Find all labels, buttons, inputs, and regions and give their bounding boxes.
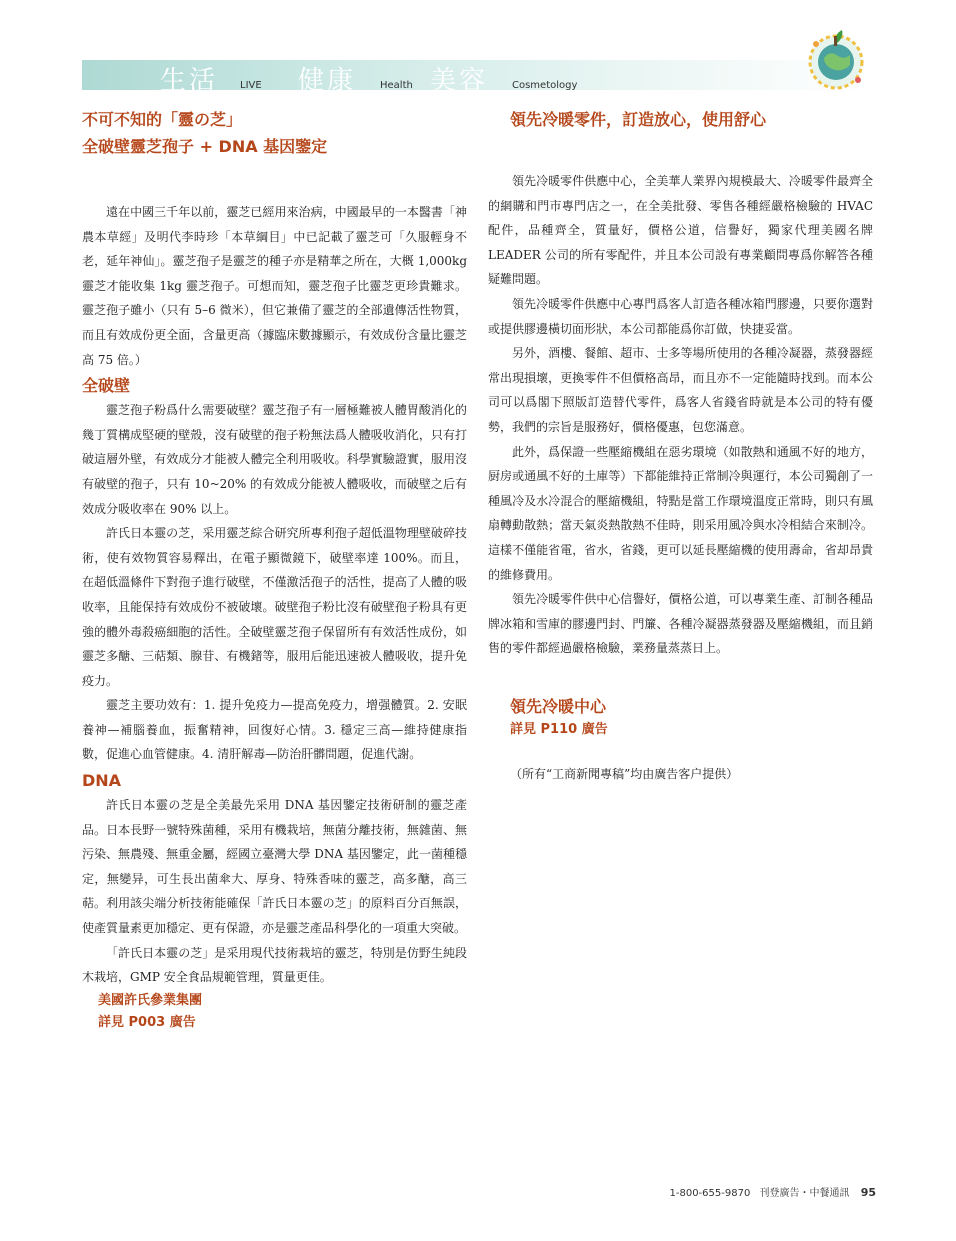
- section-title-dna: DNA: [82, 771, 122, 791]
- left-intro-paragraph: 遠在中國三千年以前，靈芝已經用來治病，中國最早的一本醫書「神農本草經」及明代李時珍「本草綱目」中已記載了靈芝可「久服輕身不老，延年神仙」。靈芝孢子是靈芝的種子亦是精華之所在，大概 1,000kg 靈芝才能收集 1kg 靈芝孢子。可想而知，靈芝孢子比靈芝更珍貴難求。靈芝孢子雖小（只有 5–6 微米），但它兼備了靈芝的全部遺傳活性物質，而且有效成份更全面，含量更高（據臨床數據顯示，有效成份含量比靈芝高 75 倍。）: [82, 205, 467, 367]
- globe-leaf-logo-icon: [800, 22, 872, 94]
- section1-paragraph-1: 靈芝孢子粉爲什么需要破壁？靈芝孢子有一層極難被人體胃酸消化的幾丁質構成堅硬的壁殼，沒有破壁的孢子粉無法爲人體吸收消化，只有打破這層外壁，有效成分才能被人體完全利用吸收。科學實驗證實，服用沒有破壁的孢子，只有 10~20% 的有效成分能被人體吸收，而破壁之后有效成分吸收率在 90% 以上。: [82, 403, 467, 516]
- header-health-zh: 健康: [298, 66, 357, 96]
- header-health-en: Health: [380, 80, 413, 91]
- right-ad-ref: 詳見 P110 廣告: [510, 721, 608, 737]
- section1-paragraph-2: 許氏日本靈の芝，采用靈芝綜合研究所專利孢子超低溫物理壁破碎技術，使有效物質容易釋出，在電子顯微鏡下，破壁率達 100%。而且，在超低溫條件下對孢子進行破壁，不僅激活孢子的活性，提高了人體的吸收率，且能保持有效成份不被破壞。破壁孢子粉比沒有破壁孢子粉具有更強的體外毒殺癌細胞的活性。全破壁靈芝孢子保留所有有效活性成份，如靈芝多醣、三萜類、腺苷、有機鍺等，服用后能迅速被人體吸收，提升免疫力。: [82, 526, 467, 688]
- header-life-zh: 生活: [160, 66, 219, 96]
- header-beauty-zh: 美容: [430, 66, 489, 96]
- left-article: [82, 106, 467, 1034]
- section-title-full-break: 全破壁: [82, 376, 131, 396]
- footer-phone: 1-800-655-9870: [669, 1188, 751, 1199]
- right-paragraph-3: 另外，酒樓、餐館、超市、士多等場所使用的各種冷凝器，蒸發器經常出現損壞，更換零件不但價格高昂，而且亦不一定能隨時找到。而本公司可以爲閣下照版訂造替代零件，爲客人省錢省時就是本公司的特有優勢，我們的宗旨是服務好，價格優惠，包您滿意。: [488, 346, 873, 434]
- left-ad-ref: 詳見 P003 廣告: [98, 1014, 196, 1030]
- header-life-en: LIVE: [240, 80, 262, 91]
- page-number: 95: [860, 1186, 876, 1199]
- right-paragraph-4: 此外，爲保證一些壓縮機組在惡劣環境（如散熱和通風不好的地方，厨房或通風不好的土庫等）下都能維持正常制冷與運行，本公司獨創了一種風冷及水冷混合的壓縮機組，特點是當工作環境溫度正常時，則只有風扇轉動散熱；當天氣炎熱散熱不佳時，則采用風冷與水冷相結合來制冷。這樣不僅能省電，省水，省錢，更可以延長壓縮機的使用壽命，省却昂貴的維修費用。: [488, 444, 873, 582]
- right-paragraph-5: 領先冷暖零件供中心信譽好，價格公道，可以專業生產、訂制各種品牌冰箱和雪庫的膠邊門封、門簾、各種冷凝器蒸發器及壓縮機組，而且銷售的零件都經過嚴格檢驗，業務量蒸蒸日上。: [488, 592, 873, 656]
- right-article: [488, 106, 873, 785]
- right-paragraph-2: 領先冷暖零件供應中心專門爲客人訂造各種冰箱門膠邊，只要你選對或提供膠邊橫切面形狀，本公司都能爲你訂做，快捷妥當。: [488, 296, 873, 336]
- right-company: 領先冷暖中心: [510, 696, 607, 716]
- right-paragraph-1: 領先冷暖零件供應中心，全美華人業界內規模最大、冷暖零件最齊全的網購和門市專門店之一，在全美批發、零售各種經嚴格檢驗的 HVAC 配件，品種齊全，質量好，價格公道，信譽好，獨家代理美國名牌 LEADER 公司的所有零配件，并且本公司設有專業顧問專爲你解答各種疑難問題。: [488, 174, 873, 287]
- section2-paragraph-2: 「許氏日本靈の芝」是采用現代技術栽培的靈芝，特別是仿野生純段木栽培，GMP 安全食品規範管理，質量更佳。: [82, 945, 467, 985]
- footer-label: 刊登廣告・中餐通訊: [759, 1188, 850, 1199]
- page-footer: [670, 1184, 877, 1199]
- section1-paragraph-3: 靈芝主要功效有：1. 提升免疫力—提高免疫力，增强體質。2. 安眠養神—補腦養血，振奮精神，回復好心情。3. 穩定三高—維持健康指數，促進心血管健康。4. 清肝解毒—防治肝髒問題，促進代謝。: [82, 698, 467, 762]
- section2-paragraph-1: 許氏日本靈の芝是全美最先采用 DNA 基因鑒定技術研制的靈芝產品。日本長野一號特殊菌種，采用有機栽培，無菌分離技術，無雜菌、無污染、無農殘、無重金屬，經國立臺灣大學 DNA 基因鑒定，此一菌種穩定，無變异，可生長出菌傘大、厚身、特殊香味的靈芝，高多醣，高三萜。利用該尖端分析技術能確保「許氏日本靈の芝」的原料百分百無誤，使產質量素更加穩定、更有保證，亦是靈芝產品科學化的一項重大突破。: [82, 798, 467, 936]
- left-company: 美國許氏參業集團: [98, 992, 203, 1008]
- header-beauty-en: Cosmetology: [512, 80, 578, 91]
- right-title: 領先冷暖零件，訂造放心，使用舒心: [510, 110, 767, 129]
- left-title-2: 全破壁靈芝孢子 + DNA 基因鑒定: [82, 137, 328, 156]
- left-title-1: 不可不知的「靈の芝」: [82, 110, 243, 129]
- right-disclaimer: （所有“工商新聞專稿”均由廣告客户提供）: [510, 766, 739, 781]
